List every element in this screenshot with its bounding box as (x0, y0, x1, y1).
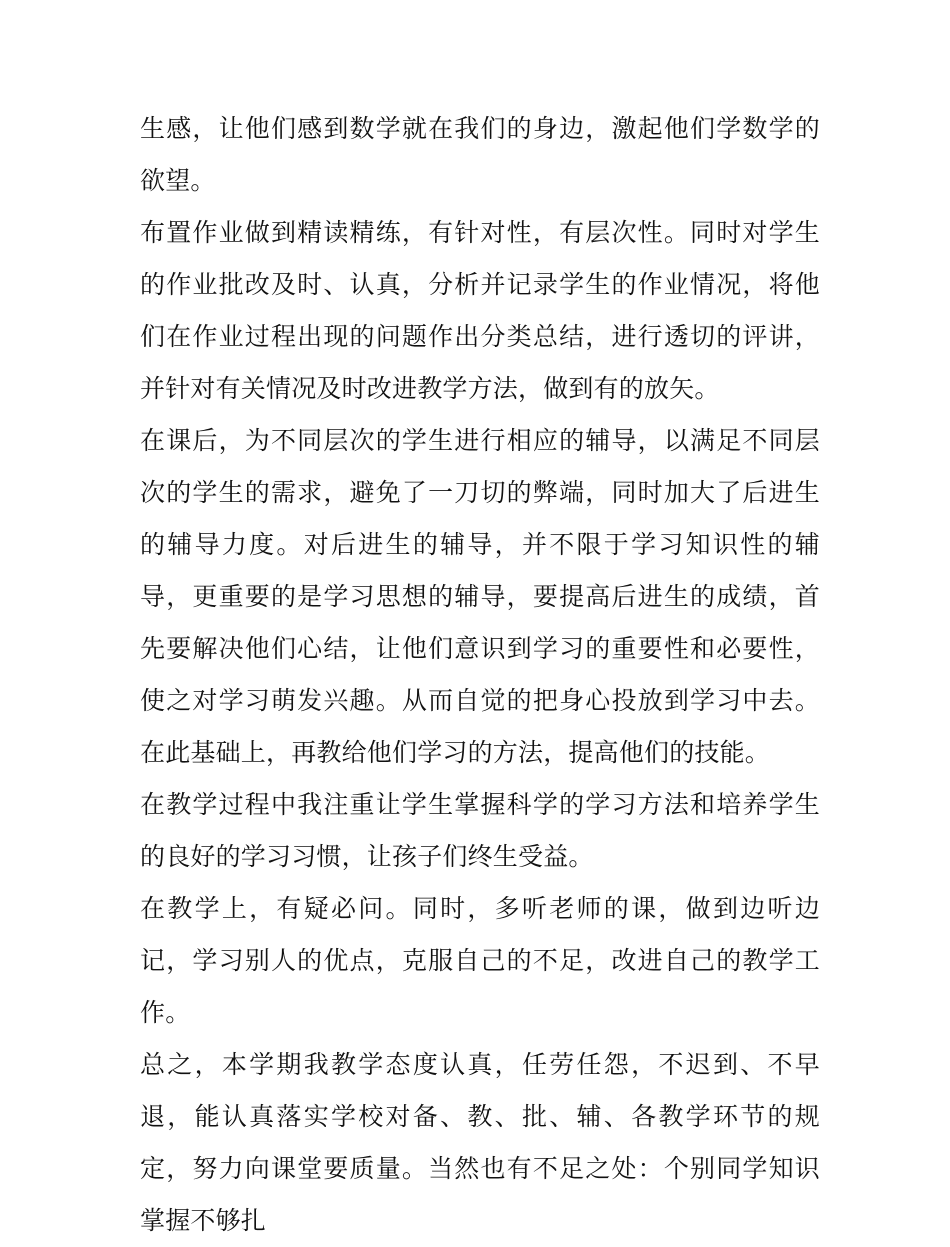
paragraph: 总之，本学期我教学态度认真，任劳任怨，不迟到、不早退，能认真落实学校对备、教、批、辅、各教学环节的规定，努力向课堂要质量。当然也有不足之处：个别同学知识掌握不够扎 (140, 1050, 820, 1235)
paragraph: 布置作业做到精读精练，有针对性，有层次性。同时对学生的作业批改及时、认真，分析并记录学生的作业情况，将他们在作业过程出现的问题作出分类总结，进行透切的评讲，并针对有关情况及时改进教学方法，做到有的放矢。 (140, 218, 820, 403)
paragraph: 在教学上，有疑必问。同时，多听老师的课，做到边听边记，学习别人的优点，克服自己的不足，改进自己的教学工作。 (140, 894, 820, 1027)
paragraph: 在教学过程中我注重让学生掌握科学的学习方法和培养学生的良好的学习习惯，让孩子们终生受益。 (140, 790, 820, 871)
paragraph: 生感，让他们感到数学就在我们的身边，激起他们学数学的欲望。 (140, 114, 820, 195)
paragraph: 在课后，为不同层次的学生进行相应的辅导，以满足不同层次的学生的需求，避免了一刀切的弊端，同时加大了后进生的辅导力度。对后进生的辅导，并不限于学习知识性的辅导，更重要的是学习思想的辅导，要提高后进生的成绩，首先要解决他们心结，让他们意识到学习的重要性和必要性，使之对学习萌发兴趣。从而自觉的把身心投放到学习中去。在此基础上，再教给他们学习的方法，提高他们的技能。 (140, 426, 820, 767)
document-body (140, 103, 820, 1247)
